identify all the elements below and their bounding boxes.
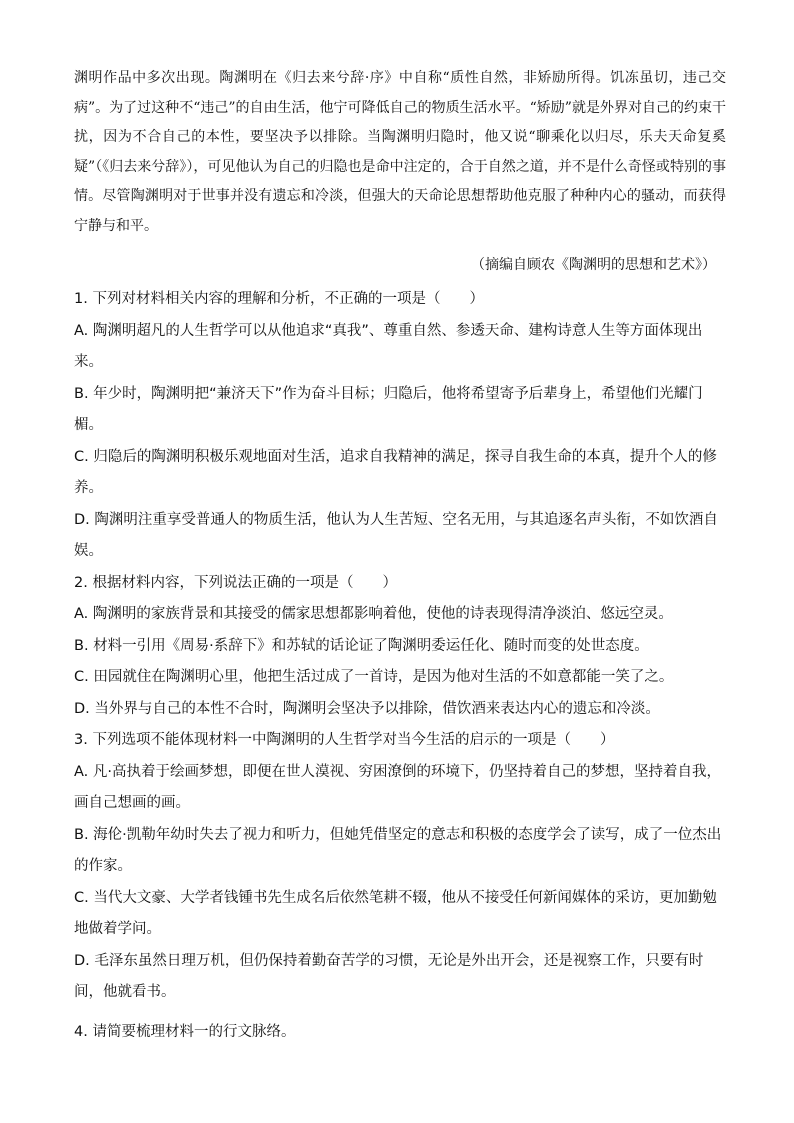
option-b: B. 年少时，陶渊明把“兼济天下”作为奋斗目标；归隐后，他将希望寄予后辈身上，希望他们光耀门楣。 bbox=[74, 385, 703, 433]
question-stem: 4. 请简要梳理材料一的行文脉络。 bbox=[74, 1023, 296, 1040]
option-a: A. 陶渊明的家族背景和其接受的儒家思想都影响着他，使他的诗表现得清净淡泊、悠远空灵。 bbox=[74, 606, 673, 622]
question-1 bbox=[74, 284, 726, 568]
option-d: D. 毛泽东虽然日理万机，但仍保持着勤奋苦学的习惯，无论是外出开会，还是视察工作，只要有时间，他就看书。 bbox=[74, 952, 704, 1000]
option-d: D. 当外界与自己的本性不合时，陶渊明会坚决予以排除，借饮酒来表达内心的遗忘和冷淡。 bbox=[74, 700, 660, 717]
option-a: A. 陶渊明超凡的人生哲学可以从他追求“真我”、尊重自然、参透天命、建构诗意人生等方面体现出来。 bbox=[74, 322, 703, 370]
question-list bbox=[74, 284, 726, 1048]
question-stem: 2. 根据材料内容，下列说法正确的一项是（ ） bbox=[74, 574, 397, 591]
question-3 bbox=[74, 725, 726, 1009]
option-c: C. 当代大文豪、大学者钱锺书先生成名后依然笔耕不辍，他从不接受任何新闻媒体的采访，更加勤勉地做着学问。 bbox=[74, 889, 717, 937]
option-b: B. 海伦·凯勒年幼时失去了视力和听力，但她凭借坚定的意志和积极的态度学会了读写，成了一位杰出的作家。 bbox=[74, 826, 722, 874]
passage-paragraph: 渊明作品中多次出现。陶渊明在《归去来兮辞·序》中自称“质性自然，非矫励所得。饥冻虽切，违己交病”。为了过这种不“违己”的自由生活，他宁可降低自己的物质生活水平。“矫励”就是外界对自己的约束干扰，因为不合自己的本性，要坚决予以排除。当陶渊明归隐时，他又说“聊乘化以归尽，乐夫天命复奚疑”（《归去来兮辞》），可见他认为自己的归隐也是命中注定的，合于自然之道，并不是什么奇怪或特别的事情。尽管陶渊明对于世事并没有遗忘和冷淡，但强大的天命论思想帮助他克服了种种内心的骚动，而获得宁静与和平。 bbox=[74, 70, 726, 234]
option-c: C. 归隐后的陶渊明积极乐观地面对生活，追求自我精神的满足，探寻自我生命的本真，提升个人的修养。 bbox=[74, 448, 717, 496]
option-c: C. 田园就住在陶渊明心里，他把生活过成了一首诗，是因为他对生活的不如意都能一笑了之。 bbox=[74, 669, 674, 685]
passage-source: （摘编自顾农《陶渊明的思想和艺术》） bbox=[471, 257, 716, 273]
question-stem: 3. 下列选项不能体现材料一中陶渊明的人生哲学对当今生活的启示的一项是（ ） bbox=[74, 732, 615, 748]
reading-passage bbox=[74, 64, 726, 241]
option-d: D. 陶渊明注重享受普通人的物质生活，他认为人生苦短、空名无用，与其追逐名声头衔，不如饮酒自娱。 bbox=[74, 511, 718, 559]
question-4 bbox=[74, 1017, 726, 1049]
question-stem: 1. 下列对材料相关内容的理解和分析，不正确的一项是（ ） bbox=[74, 291, 484, 307]
question-2 bbox=[74, 568, 726, 726]
option-a: A. 凡·高执着于绘画梦想，即便在世人漠视、穷困潦倒的环境下，仍坚持着自己的梦想，坚持着自我，画自己想画的画。 bbox=[74, 763, 721, 811]
option-b: B. 材料一引用《周易·系辞下》和苏轼的话论证了陶渊明委运任化、随时而变的处世态度。 bbox=[74, 637, 649, 654]
